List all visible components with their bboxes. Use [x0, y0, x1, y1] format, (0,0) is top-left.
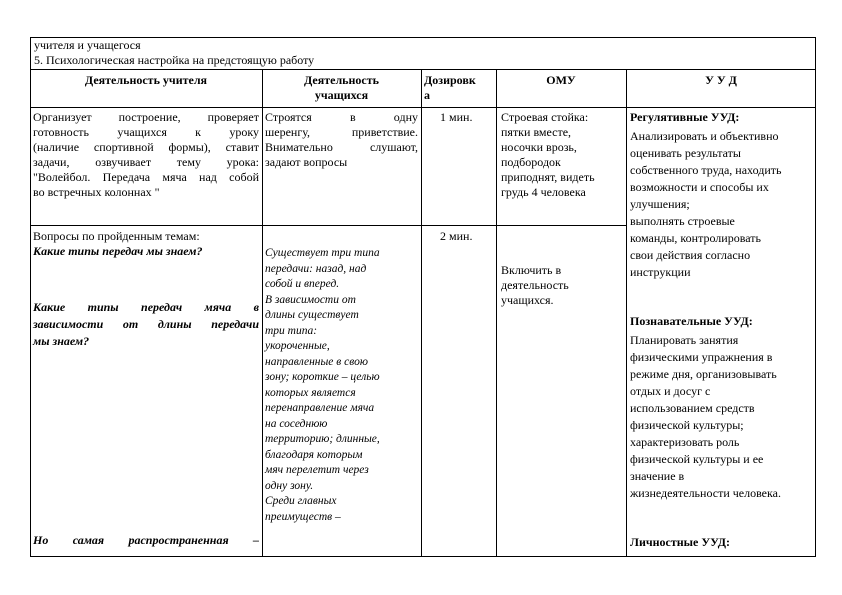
row2-dosage: 2 мин. — [440, 229, 473, 243]
row-divider — [30, 69, 816, 70]
text-line: задачи, озвучивает тему урока: — [33, 155, 259, 169]
row1-omu: Строевая стойка: пятки вместе, носочки врозь, подбородок приподнят, видеть грудь 4 человека — [501, 110, 595, 199]
row1-teacher-text — [33, 110, 259, 200]
top-line-1: учителя и учащегося — [34, 38, 141, 52]
row-divider — [30, 107, 816, 108]
row2-question-2-line: Какие типы передач мяча в — [33, 300, 259, 314]
row2-question-2-last: мы знаем? — [33, 334, 90, 348]
row2-omu: Включить в деятельность учащихся. — [501, 263, 569, 307]
row2-question-3: Но самая распространенная – — [33, 533, 259, 547]
row2-teacher-intro: Вопросы по пройденным темам: — [33, 229, 200, 243]
text-line: шеренгу, приветствие. — [265, 125, 418, 139]
text-line: "Волейбол. Передача мяча над собой — [33, 170, 259, 184]
text-line: задают вопросы — [265, 155, 348, 169]
text-line: (наличие спортивной формы), ставит — [33, 140, 259, 154]
uud-cognitive-title: Познавательные УУД: — [630, 314, 753, 328]
header-student-activity: Деятельность учащихся — [304, 73, 379, 102]
column-divider — [421, 69, 422, 557]
text-line: Внимательно слушают, — [265, 140, 418, 154]
uud-personal-title: Личностные УУД: — [630, 535, 731, 549]
row-divider — [30, 225, 626, 226]
top-line-2: 5. Психологическая настройка на предстоящую работу — [34, 53, 315, 67]
text-line: во встречных колоннах " — [33, 185, 160, 199]
row2-question-2-line: зависимости от длины передачи — [33, 317, 259, 331]
column-divider — [262, 69, 263, 557]
text-line: Организует построение, проверяет — [33, 110, 259, 124]
header-uud: У У Д — [705, 73, 737, 87]
column-divider — [496, 69, 497, 557]
header-teacher-activity: Деятельность учителя — [84, 73, 208, 87]
lesson-plan-table — [30, 37, 816, 557]
header-dosage: Дозировк а — [424, 73, 476, 102]
column-divider — [626, 69, 627, 557]
header-omu: ОМУ — [546, 73, 576, 87]
text-line: Строятся в одну — [265, 110, 418, 124]
text-line: готовность учащихся к уроку — [33, 125, 259, 139]
row1-dosage: 1 мин. — [440, 110, 473, 124]
row1-students-text — [265, 110, 418, 170]
row2-students-answer: Существует три типа передачи: назад, над собой и вперед. В зависимости от длины существует три типа: укороченные, направленные в свою зону; короткие – целью которых является перенаправление мяча на соседнюю территорию; длинные, благодаря которым мяч перелетит через одну зону. Среди главных преимуществ – — [265, 247, 380, 523]
row2-question-1: Какие типы передач мы знаем? — [33, 244, 203, 258]
uud-regulative-text: Анализировать и объективно оценивать результаты собственного труда, находить возможности и способы их улучшения; выполнять строевые команды, контролировать свои действия согласно инструкции — [630, 129, 782, 279]
uud-cognitive-text: Планировать занятия физическими упражнения в режиме дня, организовывать отдых и досуг с использованием средств физической культуры; характеризовать роль физической культуры и ее значение в жизнедеятельности человека. — [630, 333, 781, 500]
uud-regulative-title: Регулятивные УУД: — [630, 110, 740, 124]
